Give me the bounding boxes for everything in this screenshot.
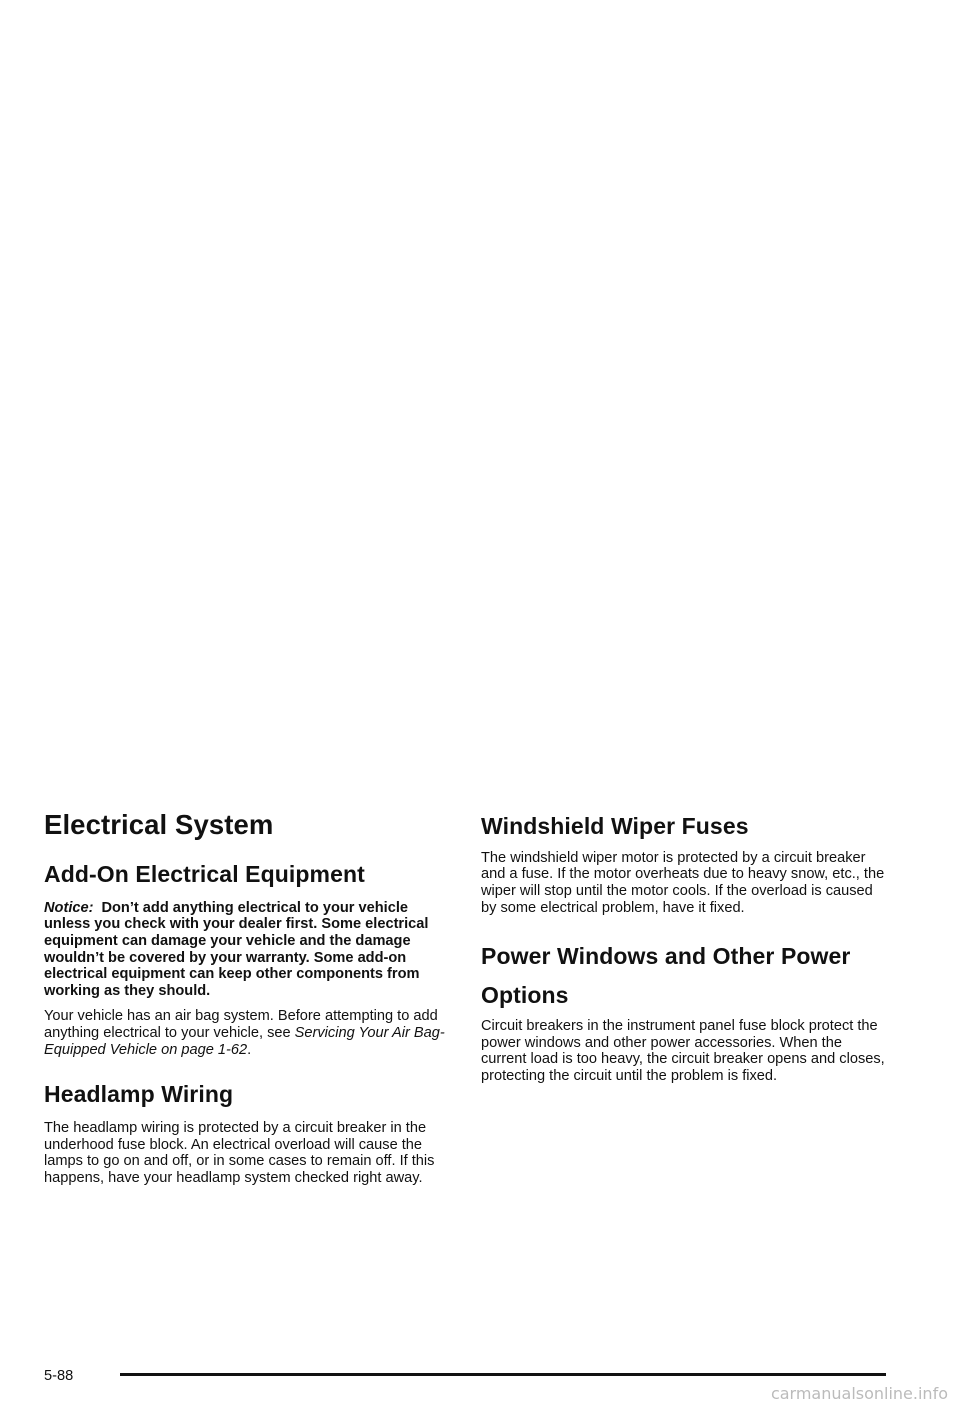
left-column	[44, 808, 449, 1196]
watermark: carmanualsonline.info	[770, 1384, 948, 1403]
headlamp-wiring-heading: Headlamp Wiring	[44, 1081, 234, 1108]
notice-text: Don’t add anything electrical to your vehicle unless you check with your dealer first. Some electrical equipment can damage your vehicle and the damage wouldn’t be covered by your warranty. Some add-on electrical equipment can keep other components from working as they should.	[44, 899, 429, 999]
notice-label: Notice:	[44, 899, 94, 916]
power-windows-heading: Power Windows and Other Power Options	[481, 943, 851, 1009]
wiper-paragraph: The windshield wiper motor is protected by a circuit breaker and a fuse. If the motor overheats due to heavy snow, etc., the wiper will stop until the motor cools. If the overload is caused by some electrical problem, have it fixed.	[481, 849, 885, 916]
airbag-text: Your vehicle has an air bag system. Before attempting to add anything electrical to your vehicle, see	[44, 1008, 438, 1042]
footer-rule	[120, 1373, 886, 1376]
airbag-suffix: .	[247, 1041, 252, 1058]
airbag-paragraph	[44, 1008, 449, 1058]
page-number: 5-88	[44, 1368, 74, 1384]
addon-equipment-heading: Add-On Electrical Equipment	[44, 861, 365, 887]
wiper-fuses-heading: Windshield Wiper Fuses	[481, 813, 749, 839]
airbag-reference-link[interactable]: Servicing Your Air Bag-Equipped Vehicle on page 1-62	[44, 1025, 445, 1058]
power-paragraph: Circuit breakers in the instrument panel fuse block protect the power windows and other power accessories. When the current load is too heavy, the circuit breaker opens and closes, protecting the circuit until the problem is fixed.	[481, 1018, 885, 1085]
right-column	[481, 808, 886, 1094]
headlamp-paragraph: The headlamp wiring is protected by a circuit breaker in the underhood fuse block. An electrical overload will cause the lamps to go on and off, or in some cases to remain off. If this happens, have your headlamp system checked right away.	[44, 1120, 435, 1186]
section-title: Electrical System	[44, 809, 274, 840]
notice-paragraph	[44, 900, 449, 1000]
